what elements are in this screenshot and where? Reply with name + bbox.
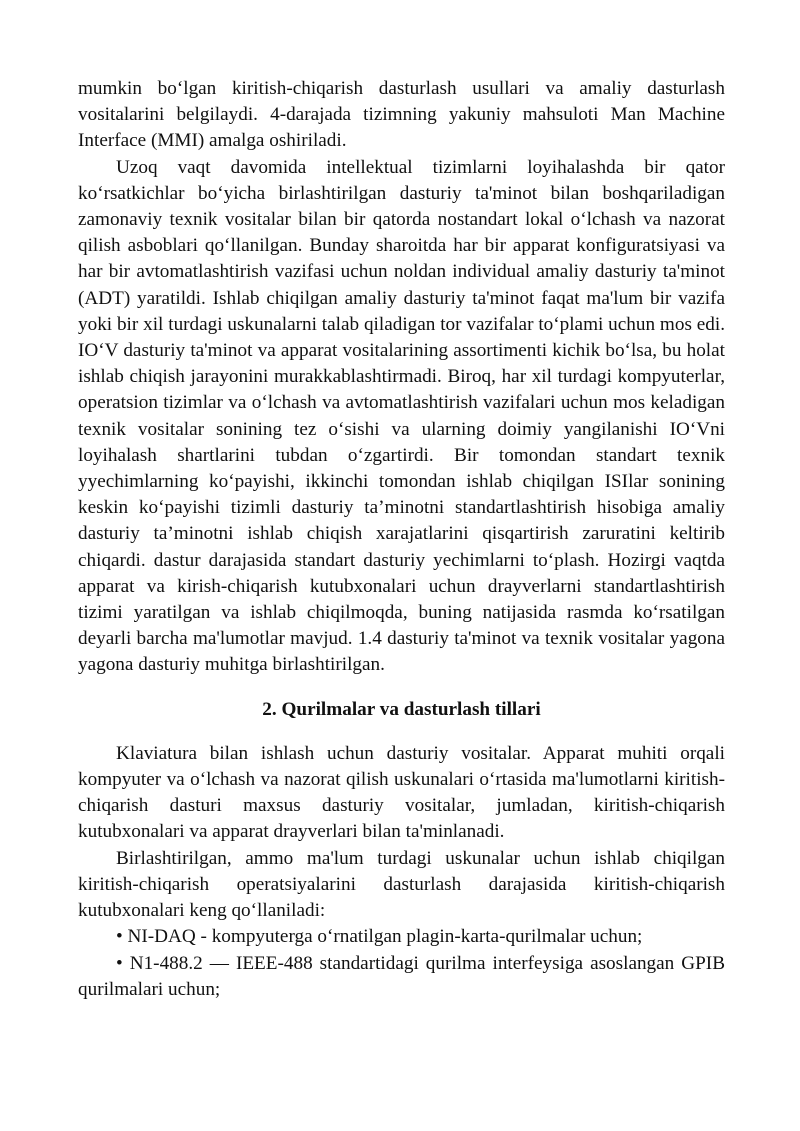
- list-item-gpib: • N1-488.2 — IEEE-488 standartidagi qurilma interfeysiga asoslangan GPIB qurilmalari uchun;: [78, 952, 725, 1000]
- paragraph-intellectual-systems: Uzoq vaqt davomida intellektual tizimlarni loyihalashda bir qator koʻrsatkichlar boʻyicha birlashtirilgan dasturiy ta'minot bilan boshqariladigan zamonaviy texnik vositalar bilan bir qatorda nostandart lokal oʻlchash va nazorat qilish asboblari qoʻllanilgan. Bunday sharoitda har bir apparat konfiguratsiyasi va har bir avtomatlashtirish vazifasi uchun noldan individual amaliy dasturiy ta'minot (ADT) yaratildi. Ishlab chiqilgan amaliy dasturiy ta'minot faqat ma'lum bir vazifa yoki bir xil turdagi uskunalarni talab qiladigan tor vazifalar toʻplami uchun mos edi. IOʻV dasturiy ta'minot va apparat vositalarining assortimenti kichik boʻlsa, bu holat ishlab chiqish jarayonini murakkablashtirmadi. Biroq, har xil turdagi kompyuterlar, operatsion tizimlar va oʻlchash va avtomatlashtirish vazifalari uchun mos keladigan texnik vositalar sonining tez oʻsishi va ularning doimiy yangilanishi IOʻVni loyihalash shartlarini tubdan oʻzgartirdi. Bir tomondan standart texnik yyechimlarning koʻpayishi, ikkinchi tomondan ishlab chiqilgan ISIlar sonining keskin koʻpayishi tizimli dasturiy ta’minotni standartlashtirish hisobiga amaliy dasturiy ta’minotni ishlab chiqish xarajatlarini qisqartirish zaruratini keltirib chiqardi. dastur darajasida standart dasturiy yechimlarni toʻplash. Hozirgi vaqtda apparat va kirish-chiqarish kutubxonalari uchun drayverlarni standartlashtirish tizimi yaratilgan va ishlab chiqilmoqda, buning natijasida rasmda koʻrsatilgan deyarli barcha ma'lumotlar mavjud. 1.4 dasturiy ta'minot va texnik vositalar yagona yagona dasturiy muhitga birlashtirilgan.: [78, 156, 725, 676]
- section-heading: 2. Qurilmalar va dasturlash tillari: [262, 698, 541, 720]
- list-item-ni-daq: • NI-DAQ - kompyuterga oʻrnatilgan plagin-karta-qurilmalar uchun;: [116, 926, 643, 948]
- paragraph-keyboard-software: Klaviatura bilan ishlash uchun dasturiy vositalar. Apparat muhiti orqali kompyuter va oʻlchash va nazorat qilish uskunalari oʻrtasida ma'lumotlarni kiritish-chiqarish dasturi maxsus dasturiy vositalar, jumladan, kiritish-chiqarish kutubxonalari va apparat drayverlari bilan ta'minlanadi.: [78, 742, 725, 843]
- paragraph-io-libraries: Birlashtirilgan, ammo ma'lum turdagi uskunalar uchun ishlab chiqilgan kiritish-chiqarish operatsiyalarini dasturlash darajasida kiritish-chiqarish kutubxonalari keng qoʻllaniladi:: [78, 847, 725, 922]
- paragraph-continuation: mumkin boʻlgan kiritish-chiqarish dasturlash usullari va amaliy dasturlash vositalarini belgilaydi. 4-darajada tizimning yakuniy mahsuloti Man Machine Interface (MMI) amalga oshiriladi.: [78, 78, 725, 152]
- document-page: [78, 76, 725, 1003]
